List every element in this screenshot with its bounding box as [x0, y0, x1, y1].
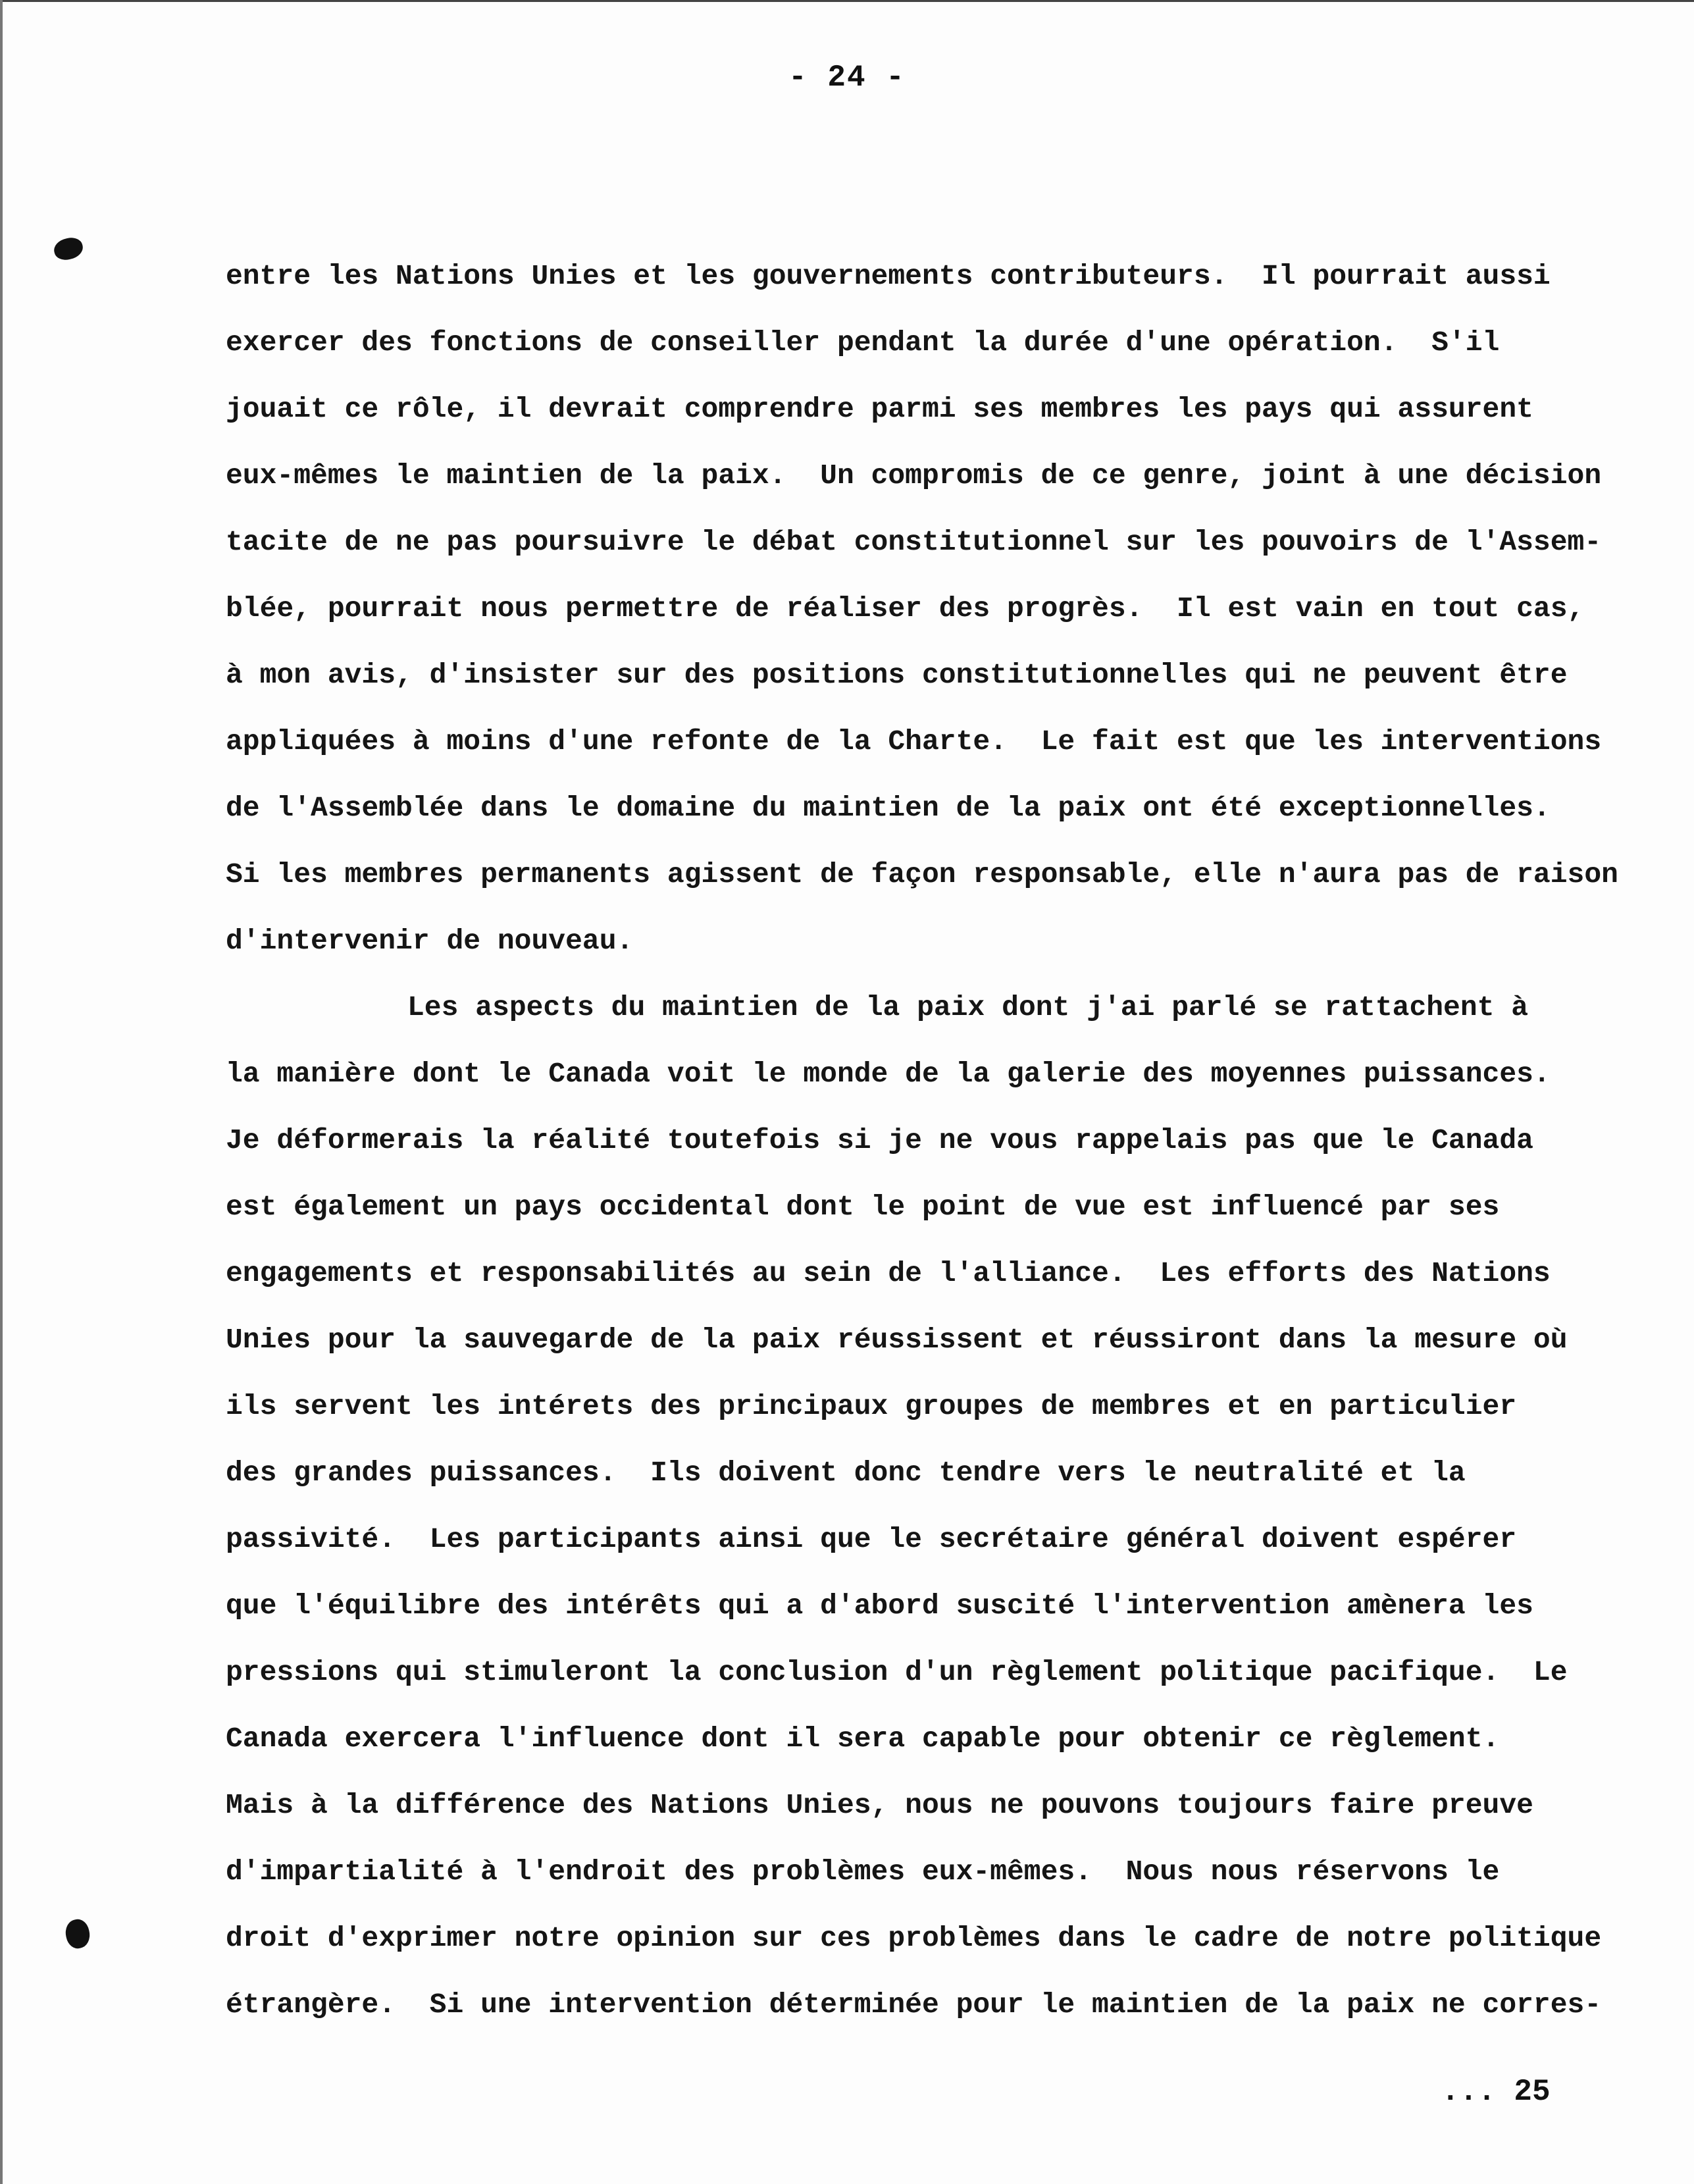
paragraph-start-line: Les aspects du maintien de la paix dont j'ai parlé se rattachent à — [407, 991, 1529, 1024]
text-line: des grandes puissances. Ils doivent donc tendre vers le neutralité et la — [226, 1457, 1466, 1489]
text-line: tacite de ne pas poursuivre le débat constitutionnel sur les pouvoirs de l'Assem- — [226, 526, 1602, 558]
text-line: exercer des fonctions de conseiller pendant la durée d'une opération. S'il — [226, 326, 1500, 359]
text-line: passivité. Les participants ainsi que le secrétaire général doivent espérer — [226, 1523, 1517, 1555]
text-line: Je déformerais la réalité toutefois si je ne vous rappelais pas que le Canada — [226, 1124, 1533, 1157]
text-line: blée, pourrait nous permettre de réaliser des progrès. Il est vain en tout cas, — [226, 592, 1585, 625]
text-line: la manière dont le Canada voit le monde de la galerie des moyennes puissances. — [226, 1058, 1551, 1090]
text-line: est également un pays occidental dont le point de vue est influencé par ses — [226, 1191, 1500, 1223]
text-line: étrangère. Si une intervention déterminée pour le maintien de la paix ne corres- — [226, 1989, 1602, 2021]
text-line: eux-mêmes le maintien de la paix. Un compromis de ce genre, joint à une décision — [226, 459, 1602, 492]
text-line: Mais à la différence des Nations Unies, nous ne pouvons toujours faire preuve — [226, 1789, 1533, 1821]
text-line: que l'équilibre des intérêts qui a d'abord suscité l'intervention amènera les — [226, 1590, 1533, 1622]
text-line: ils servent les intérets des principaux groupes de membres et en particulier — [226, 1390, 1517, 1422]
text-line: droit d'exprimer notre opinion sur ces problèmes dans le cadre de notre politique — [226, 1922, 1602, 1954]
text-line: Si les membres permanents agissent de façon responsable, elle n'aura pas de raison — [226, 858, 1618, 891]
text-line: Canada exercera l'influence dont il sera capable pour obtenir ce règlement. — [226, 1723, 1500, 1755]
punch-hole-mark-top — [52, 236, 85, 262]
text-line: appliquées à moins d'une refonte de la Charte. Le fait est que les interventions — [226, 725, 1602, 758]
text-line: entre les Nations Unies et les gouvernements contributeurs. Il pourrait aussi — [226, 260, 1551, 292]
continuation-marker: ... 25 — [1441, 2075, 1551, 2109]
text-line: d'intervenir de nouveau. — [226, 925, 634, 957]
text-line: engagements et responsabilités au sein de l'alliance. Les efforts des Nations — [226, 1257, 1551, 1289]
left-edge-rule — [0, 0, 3, 2184]
top-edge-rule — [0, 0, 1694, 2]
text-line: de l'Assemblée dans le domaine du maintien de la paix ont été exceptionnelles. — [226, 792, 1551, 824]
text-line: Unies pour la sauvegarde de la paix réussissent et réussiront dans la mesure où — [226, 1324, 1568, 1356]
text-line: pressions qui stimuleront la conclusion d'un règlement politique pacifique. Le — [226, 1656, 1568, 1688]
text-line: jouait ce rôle, il devrait comprendre parmi ses membres les pays qui assurent — [226, 393, 1533, 425]
text-line: à mon avis, d'insister sur des positions constitutionnelles qui ne peuvent être — [226, 659, 1568, 691]
page-number: - 24 - — [788, 61, 906, 95]
text-line: d'impartialité à l'endroit des problèmes eux-mêmes. Nous nous réservons le — [226, 1856, 1500, 1888]
body-text — [226, 257, 1618, 2052]
punch-hole-mark-bottom — [63, 1917, 92, 1951]
